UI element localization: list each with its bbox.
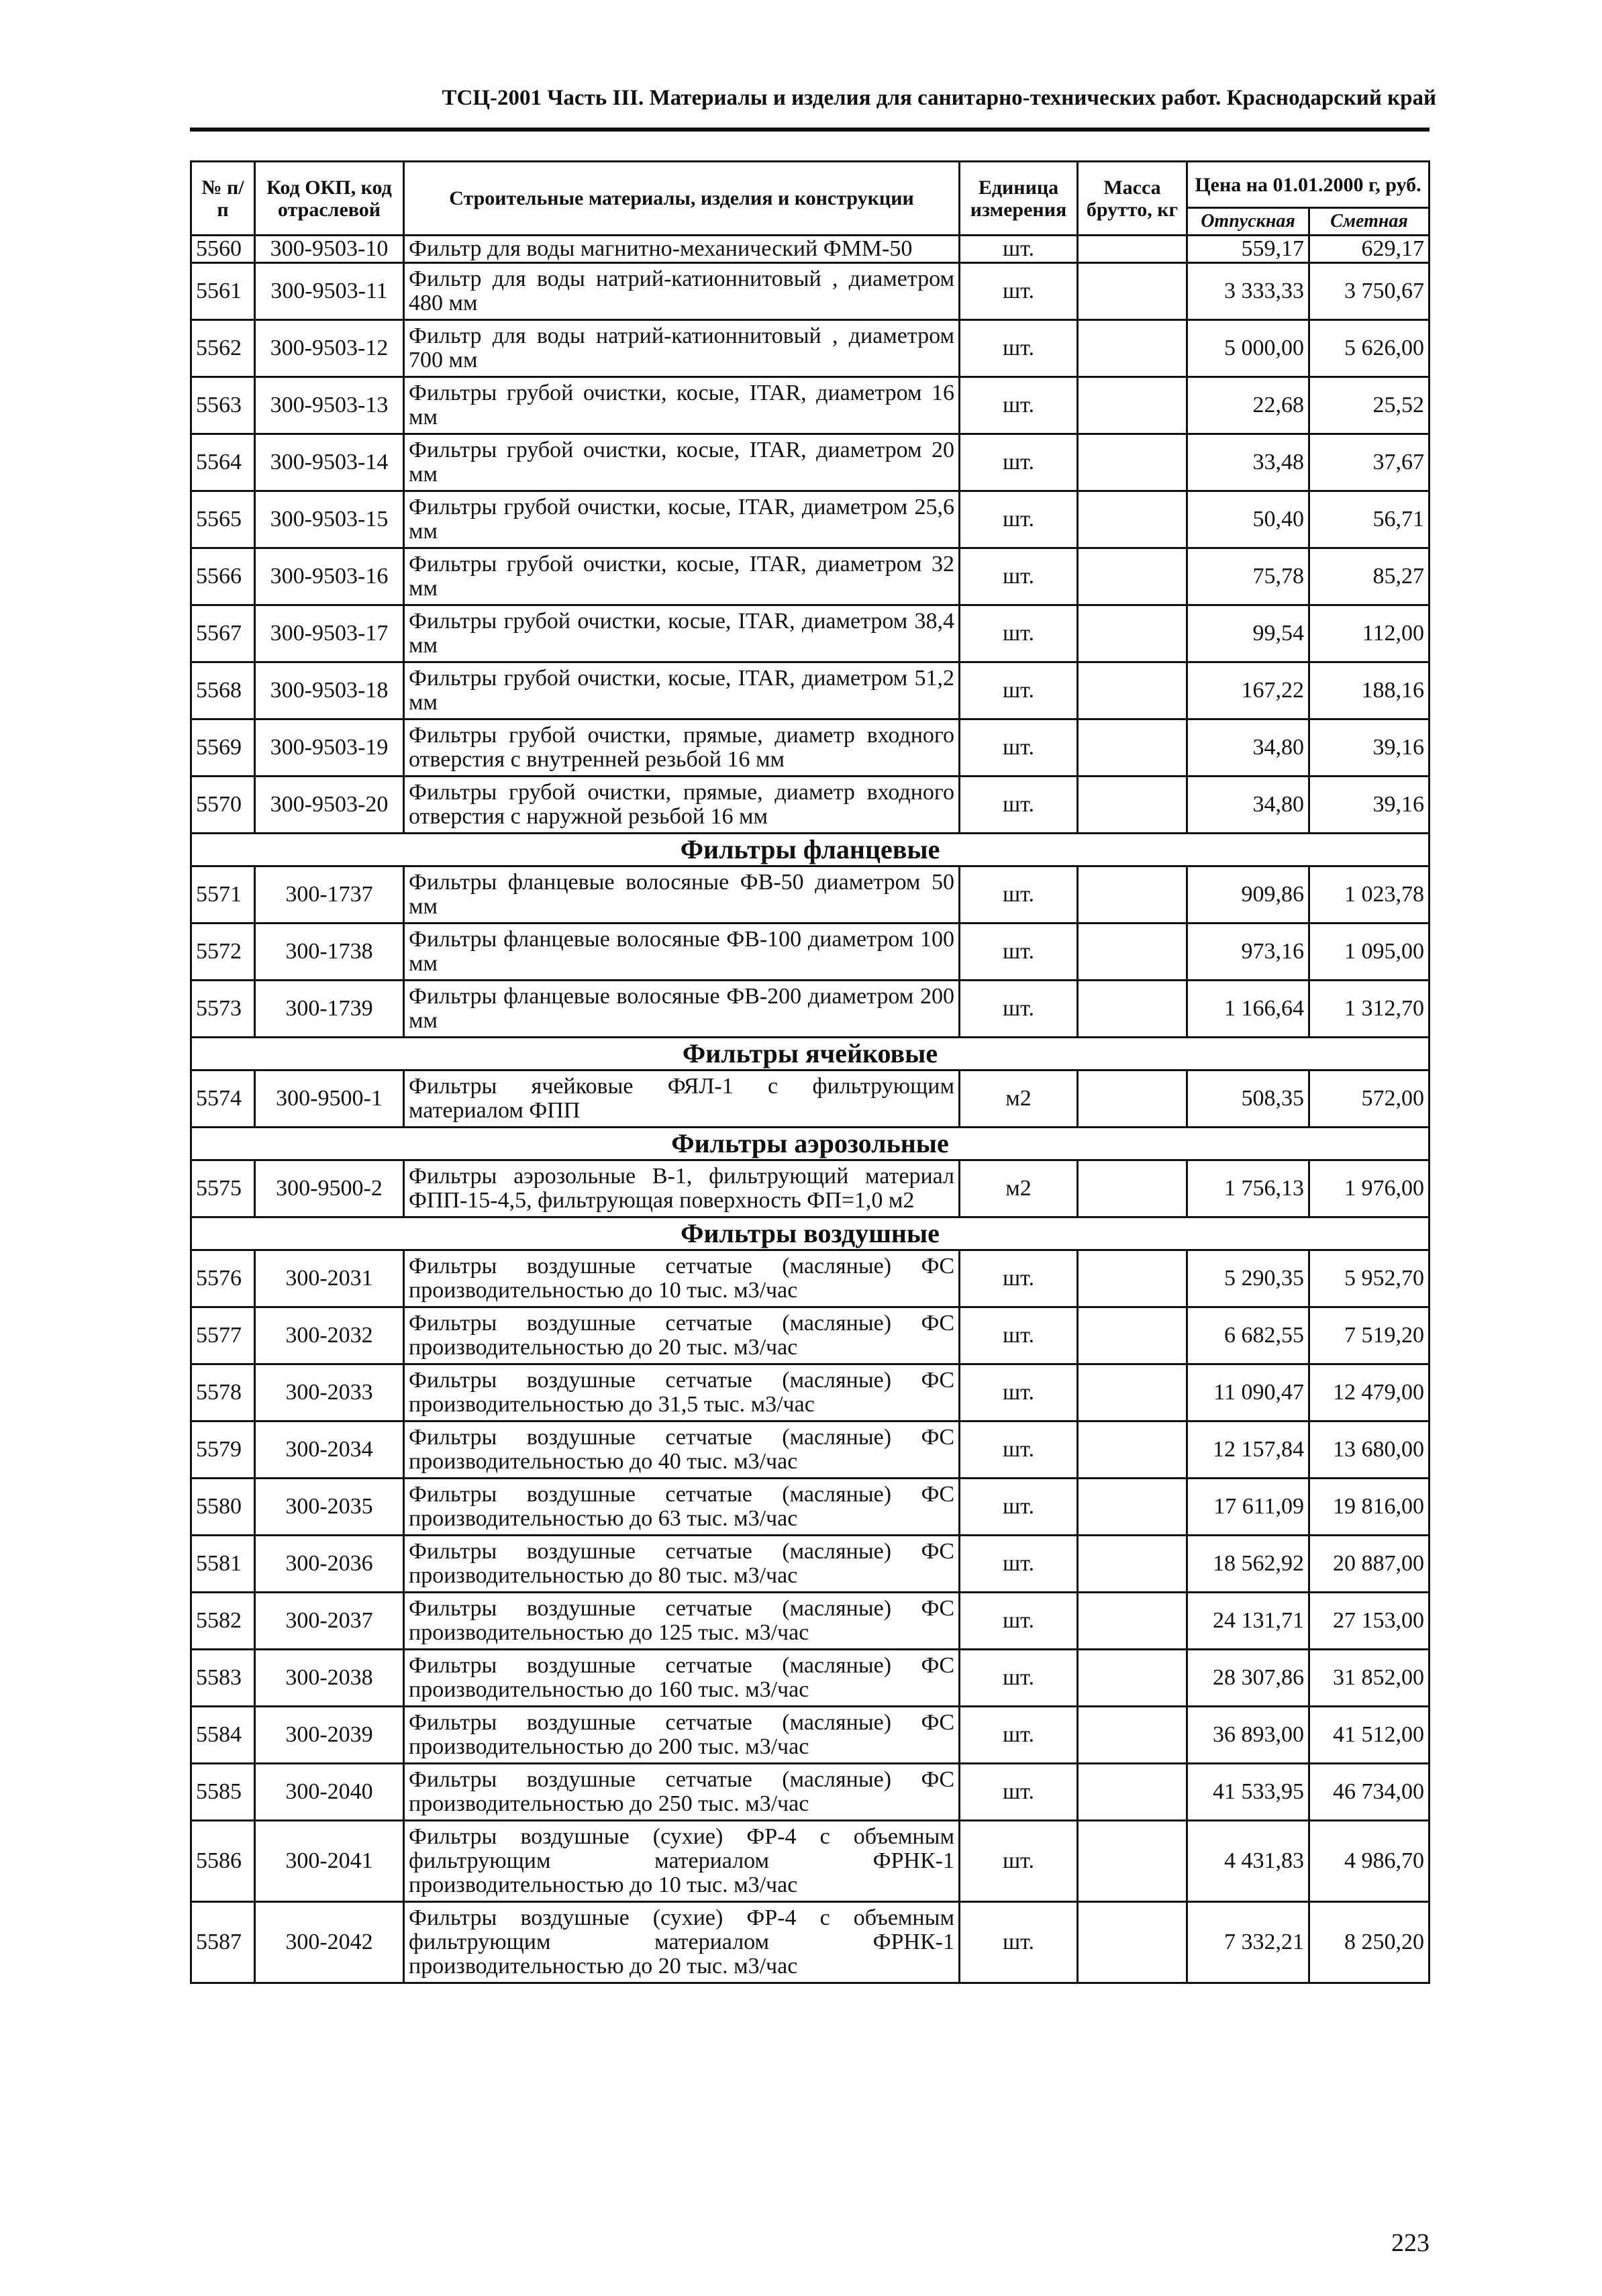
cell-price-estimate: 46 734,00 <box>1309 1764 1430 1821</box>
cell-price-estimate: 1 976,00 <box>1309 1160 1430 1217</box>
cell-price-release: 508,35 <box>1187 1070 1309 1128</box>
cell-unit: шт. <box>960 1593 1078 1650</box>
table-row <box>191 719 1430 777</box>
cell-unit: м2 <box>960 1070 1078 1128</box>
cell-code: 300-9503-11 <box>255 263 404 320</box>
cell-name: Фильтры воздушные сетчатые (масляные) ФС производительностью до 200 тыс. м3/час <box>404 1707 960 1764</box>
table-row <box>191 1821 1430 1902</box>
cell-name: Фильтр для воды магнитно-механический ФММ-50 <box>404 236 960 263</box>
cell-unit: шт. <box>960 1536 1078 1593</box>
col-header-code: Код ОКП, код отраслевой <box>255 162 404 236</box>
page-number: 223 <box>1391 2229 1430 2257</box>
cell-mass <box>1078 491 1187 548</box>
cell-price-estimate: 3 750,67 <box>1309 263 1430 320</box>
cell-name: Фильтры воздушные (сухие) ФР-4 с объемным фильтрующим материалом ФРНК-1 производительностью до 20 тыс. м3/час <box>404 1902 960 1983</box>
cell-code: 300-2031 <box>255 1250 404 1307</box>
table-row <box>191 1070 1430 1128</box>
cell-price-estimate: 1 023,78 <box>1309 866 1430 924</box>
cell-code: 300-9503-14 <box>255 434 404 491</box>
cell-code: 300-9503-20 <box>255 777 404 834</box>
cell-price-estimate: 188,16 <box>1309 662 1430 719</box>
cell-num: 5579 <box>191 1421 255 1479</box>
cell-code: 300-9503-13 <box>255 377 404 434</box>
cell-name: Фильтры грубой очистки, прямые, диаметр входного отверстия с внутренней резьбой 16 мм <box>404 719 960 777</box>
cell-name: Фильтры фланцевые волосяные ФВ-50 диаметром 50 мм <box>404 866 960 924</box>
cell-num: 5567 <box>191 605 255 662</box>
cell-name: Фильтры воздушные сетчатые (масляные) ФС производительностью до 10 тыс. м3/час <box>404 1250 960 1307</box>
cell-num: 5574 <box>191 1070 255 1128</box>
table-row <box>191 263 1430 320</box>
col-header-price: Цена на 01.01.2000 г, руб. <box>1187 162 1430 208</box>
cell-unit: м2 <box>960 1160 1078 1217</box>
section-header-row <box>191 834 1430 866</box>
table-row <box>191 777 1430 834</box>
cell-price-estimate: 12 479,00 <box>1309 1364 1430 1421</box>
col-header-price-release: Отпускная <box>1187 208 1309 236</box>
cell-code: 300-2035 <box>255 1479 404 1536</box>
cell-price-estimate: 629,17 <box>1309 236 1430 263</box>
cell-price-release: 167,22 <box>1187 662 1309 719</box>
cell-mass <box>1078 320 1187 377</box>
cell-num: 5568 <box>191 662 255 719</box>
cell-name: Фильтры грубой очистки, прямые, диаметр входного отверстия с наружной резьбой 16 мм <box>404 777 960 834</box>
cell-price-release: 11 090,47 <box>1187 1364 1309 1421</box>
table-row <box>191 1250 1430 1307</box>
cell-unit: шт. <box>960 1250 1078 1307</box>
cell-mass <box>1078 1160 1187 1217</box>
cell-mass <box>1078 719 1187 777</box>
cell-price-estimate: 37,67 <box>1309 434 1430 491</box>
cell-code: 300-2037 <box>255 1593 404 1650</box>
cell-unit: шт. <box>960 236 1078 263</box>
table-row <box>191 377 1430 434</box>
section-title: Фильтры воздушные <box>191 1217 1430 1250</box>
cell-code: 300-9500-2 <box>255 1160 404 1217</box>
cell-price-release: 3 333,33 <box>1187 263 1309 320</box>
cell-price-estimate: 85,27 <box>1309 548 1430 605</box>
cell-num: 5585 <box>191 1764 255 1821</box>
cell-name: Фильтры воздушные сетчатые (масляные) ФС производительностью до 160 тыс. м3/час <box>404 1650 960 1707</box>
cell-price-estimate: 56,71 <box>1309 491 1430 548</box>
cell-name: Фильтры грубой очистки, косые, ITAR, диаметром 25,6 мм <box>404 491 960 548</box>
cell-name: Фильтры воздушные сетчатые (масляные) ФС производительностью до 20 тыс. м3/час <box>404 1307 960 1364</box>
cell-code: 300-1738 <box>255 924 404 981</box>
cell-price-release: 24 131,71 <box>1187 1593 1309 1650</box>
cell-mass <box>1078 1707 1187 1764</box>
cell-mass <box>1078 866 1187 924</box>
cell-num: 5573 <box>191 981 255 1038</box>
table-row <box>191 1479 1430 1536</box>
col-header-num: № п/п <box>191 162 255 236</box>
cell-name: Фильтры воздушные (сухие) ФР-4 с объемным фильтрующим материалом ФРНК-1 производительностью до 10 тыс. м3/час <box>404 1821 960 1902</box>
cell-price-estimate: 4 986,70 <box>1309 1821 1430 1902</box>
cell-mass <box>1078 1536 1187 1593</box>
cell-price-release: 909,86 <box>1187 866 1309 924</box>
cell-price-estimate: 5 952,70 <box>1309 1250 1430 1307</box>
cell-unit: шт. <box>960 548 1078 605</box>
section-title: Фильтры фланцевые <box>191 834 1430 866</box>
cell-unit: шт. <box>960 719 1078 777</box>
cell-num: 5582 <box>191 1593 255 1650</box>
cell-unit: шт. <box>960 777 1078 834</box>
table-row <box>191 1536 1430 1593</box>
table-row <box>191 1421 1430 1479</box>
cell-num: 5570 <box>191 777 255 834</box>
price-table <box>190 160 1430 1984</box>
table-row <box>191 491 1430 548</box>
cell-num: 5561 <box>191 263 255 320</box>
cell-code: 300-9503-15 <box>255 491 404 548</box>
cell-unit: шт. <box>960 491 1078 548</box>
cell-mass <box>1078 777 1187 834</box>
cell-num: 5581 <box>191 1536 255 1593</box>
cell-code: 300-9503-18 <box>255 662 404 719</box>
section-title: Фильтры аэрозольные <box>191 1128 1430 1160</box>
cell-code: 300-2034 <box>255 1421 404 1479</box>
cell-name: Фильтр для воды натрий-катионнитовый , диаметром 480 мм <box>404 263 960 320</box>
cell-unit: шт. <box>960 1764 1078 1821</box>
cell-price-release: 17 611,09 <box>1187 1479 1309 1536</box>
cell-price-release: 34,80 <box>1187 777 1309 834</box>
cell-code: 300-9503-17 <box>255 605 404 662</box>
cell-price-release: 75,78 <box>1187 548 1309 605</box>
cell-mass <box>1078 981 1187 1038</box>
cell-price-release: 5 000,00 <box>1187 320 1309 377</box>
cell-code: 300-2036 <box>255 1536 404 1593</box>
cell-unit: шт. <box>960 1707 1078 1764</box>
cell-unit: шт. <box>960 263 1078 320</box>
cell-price-release: 34,80 <box>1187 719 1309 777</box>
section-header-row <box>191 1217 1430 1250</box>
cell-mass <box>1078 434 1187 491</box>
cell-name: Фильтры ячейковые ФЯЛ-1 с фильтрующим материалом ФПП <box>404 1070 960 1128</box>
cell-name: Фильтры фланцевые волосяные ФВ-200 диаметром 200 мм <box>404 981 960 1038</box>
cell-name: Фильтры грубой очистки, косые, ITAR, диаметром 51,2 мм <box>404 662 960 719</box>
cell-num: 5587 <box>191 1902 255 1983</box>
cell-price-release: 50,40 <box>1187 491 1309 548</box>
table-row <box>191 866 1430 924</box>
cell-name: Фильтры воздушные сетчатые (масляные) ФС производительностью до 250 тыс. м3/час <box>404 1764 960 1821</box>
cell-mass <box>1078 605 1187 662</box>
cell-price-release: 1 166,64 <box>1187 981 1309 1038</box>
cell-mass <box>1078 1764 1187 1821</box>
running-header: ТСЦ-2001 Часть III. Материалы и изделия для санитарно-технических работ. Краснодарский край <box>442 86 1436 110</box>
cell-price-estimate: 1 312,70 <box>1309 981 1430 1038</box>
cell-code: 300-2040 <box>255 1764 404 1821</box>
cell-code: 300-1739 <box>255 981 404 1038</box>
cell-unit: шт. <box>960 662 1078 719</box>
cell-unit: шт. <box>960 924 1078 981</box>
cell-num: 5562 <box>191 320 255 377</box>
cell-num: 5578 <box>191 1364 255 1421</box>
cell-code: 300-2039 <box>255 1707 404 1764</box>
cell-num: 5577 <box>191 1307 255 1364</box>
cell-price-release: 33,48 <box>1187 434 1309 491</box>
cell-mass <box>1078 236 1187 263</box>
cell-num: 5563 <box>191 377 255 434</box>
cell-price-estimate: 13 680,00 <box>1309 1421 1430 1479</box>
col-header-mass: Масса брутто, кг <box>1078 162 1187 236</box>
cell-mass <box>1078 1364 1187 1421</box>
cell-name: Фильтры грубой очистки, косые, ITAR, диаметром 32 мм <box>404 548 960 605</box>
cell-mass <box>1078 1479 1187 1536</box>
cell-price-release: 1 756,13 <box>1187 1160 1309 1217</box>
table-row <box>191 1650 1430 1707</box>
cell-price-estimate: 5 626,00 <box>1309 320 1430 377</box>
cell-name: Фильтры аэрозольные В-1, фильтрующий материал ФПП-15-4,5, фильтрующая поверхность ФП=1,0 м2 <box>404 1160 960 1217</box>
cell-num: 5583 <box>191 1650 255 1707</box>
cell-price-estimate: 572,00 <box>1309 1070 1430 1128</box>
cell-name: Фильтры воздушные сетчатые (масляные) ФС производительностью до 80 тыс. м3/час <box>404 1536 960 1593</box>
cell-mass <box>1078 1307 1187 1364</box>
cell-price-release: 12 157,84 <box>1187 1421 1309 1479</box>
cell-name: Фильтры грубой очистки, косые, ITAR, диаметром 16 мм <box>404 377 960 434</box>
cell-price-estimate: 20 887,00 <box>1309 1536 1430 1593</box>
cell-price-estimate: 8 250,20 <box>1309 1902 1430 1983</box>
cell-code: 300-2038 <box>255 1650 404 1707</box>
cell-code: 300-9503-19 <box>255 719 404 777</box>
cell-code: 300-9503-12 <box>255 320 404 377</box>
table-row <box>191 662 1430 719</box>
table-row <box>191 434 1430 491</box>
cell-mass <box>1078 924 1187 981</box>
table-row <box>191 981 1430 1038</box>
section-title: Фильтры ячейковые <box>191 1038 1430 1070</box>
cell-name: Фильтры грубой очистки, косые, ITAR, диаметром 38,4 мм <box>404 605 960 662</box>
col-header-unit: Единица измерения <box>960 162 1078 236</box>
cell-price-estimate: 41 512,00 <box>1309 1707 1430 1764</box>
section-header-row <box>191 1038 1430 1070</box>
cell-unit: шт. <box>960 434 1078 491</box>
cell-price-estimate: 1 095,00 <box>1309 924 1430 981</box>
cell-price-release: 22,68 <box>1187 377 1309 434</box>
cell-price-release: 6 682,55 <box>1187 1307 1309 1364</box>
cell-num: 5580 <box>191 1479 255 1536</box>
header-rule <box>190 128 1430 132</box>
cell-mass <box>1078 1070 1187 1128</box>
cell-unit: шт. <box>960 981 1078 1038</box>
table-row <box>191 1160 1430 1217</box>
cell-price-release: 973,16 <box>1187 924 1309 981</box>
cell-price-estimate: 31 852,00 <box>1309 1650 1430 1707</box>
cell-num: 5586 <box>191 1821 255 1902</box>
cell-price-release: 7 332,21 <box>1187 1902 1309 1983</box>
cell-mass <box>1078 1593 1187 1650</box>
cell-price-release: 5 290,35 <box>1187 1250 1309 1307</box>
cell-num: 5575 <box>191 1160 255 1217</box>
cell-mass <box>1078 548 1187 605</box>
cell-num: 5560 <box>191 236 255 263</box>
cell-code: 300-2042 <box>255 1902 404 1983</box>
table-row <box>191 1307 1430 1364</box>
cell-num: 5572 <box>191 924 255 981</box>
table-row <box>191 320 1430 377</box>
table-row <box>191 236 1430 263</box>
cell-mass <box>1078 662 1187 719</box>
cell-name: Фильтр для воды натрий-катионнитовый , диаметром 700 мм <box>404 320 960 377</box>
cell-num: 5564 <box>191 434 255 491</box>
cell-unit: шт. <box>960 1821 1078 1902</box>
cell-price-estimate: 112,00 <box>1309 605 1430 662</box>
cell-code: 300-2032 <box>255 1307 404 1364</box>
cell-price-release: 18 562,92 <box>1187 1536 1309 1593</box>
cell-unit: шт. <box>960 866 1078 924</box>
cell-code: 300-9503-16 <box>255 548 404 605</box>
cell-unit: шт. <box>960 1650 1078 1707</box>
table-row <box>191 1707 1430 1764</box>
cell-unit: шт. <box>960 1479 1078 1536</box>
cell-code: 300-9503-10 <box>255 236 404 263</box>
cell-unit: шт. <box>960 320 1078 377</box>
table-row <box>191 1593 1430 1650</box>
cell-unit: шт. <box>960 1902 1078 1983</box>
table-row <box>191 924 1430 981</box>
cell-unit: шт. <box>960 1364 1078 1421</box>
cell-unit: шт. <box>960 605 1078 662</box>
cell-num: 5566 <box>191 548 255 605</box>
cell-name: Фильтры грубой очистки, косые, ITAR, диаметром 20 мм <box>404 434 960 491</box>
cell-name: Фильтры воздушные сетчатые (масляные) ФС производительностью до 40 тыс. м3/час <box>404 1421 960 1479</box>
cell-price-release: 36 893,00 <box>1187 1707 1309 1764</box>
table-header-row <box>191 162 1430 208</box>
table-row <box>191 1902 1430 1983</box>
table-row <box>191 548 1430 605</box>
table-row <box>191 1364 1430 1421</box>
table-row <box>191 1764 1430 1821</box>
cell-unit: шт. <box>960 377 1078 434</box>
cell-mass <box>1078 1250 1187 1307</box>
cell-price-release: 41 533,95 <box>1187 1764 1309 1821</box>
cell-code: 300-2033 <box>255 1364 404 1421</box>
cell-code: 300-9500-1 <box>255 1070 404 1128</box>
cell-mass <box>1078 377 1187 434</box>
cell-mass <box>1078 1650 1187 1707</box>
cell-price-estimate: 7 519,20 <box>1309 1307 1430 1364</box>
cell-name: Фильтры воздушные сетчатые (масляные) ФС производительностью до 31,5 тыс. м3/час <box>404 1364 960 1421</box>
table-body <box>191 236 1430 1983</box>
cell-code: 300-1737 <box>255 866 404 924</box>
section-header-row <box>191 1128 1430 1160</box>
cell-price-release: 99,54 <box>1187 605 1309 662</box>
cell-mass <box>1078 263 1187 320</box>
cell-num: 5571 <box>191 866 255 924</box>
cell-name: Фильтры фланцевые волосяные ФВ-100 диаметром 100 мм <box>404 924 960 981</box>
cell-price-release: 28 307,86 <box>1187 1650 1309 1707</box>
cell-num: 5584 <box>191 1707 255 1764</box>
cell-num: 5565 <box>191 491 255 548</box>
cell-mass <box>1078 1821 1187 1902</box>
cell-price-estimate: 39,16 <box>1309 719 1430 777</box>
cell-mass <box>1078 1421 1187 1479</box>
cell-price-estimate: 19 816,00 <box>1309 1479 1430 1536</box>
cell-name: Фильтры воздушные сетчатые (масляные) ФС производительностью до 125 тыс. м3/час <box>404 1593 960 1650</box>
cell-unit: шт. <box>960 1307 1078 1364</box>
cell-num: 5569 <box>191 719 255 777</box>
col-header-name: Строительные материалы, изделия и конструкции <box>404 162 960 236</box>
cell-price-release: 559,17 <box>1187 236 1309 263</box>
cell-num: 5576 <box>191 1250 255 1307</box>
cell-code: 300-2041 <box>255 1821 404 1902</box>
cell-unit: шт. <box>960 1421 1078 1479</box>
cell-price-estimate: 25,52 <box>1309 377 1430 434</box>
cell-mass <box>1078 1902 1187 1983</box>
table-row <box>191 605 1430 662</box>
cell-name: Фильтры воздушные сетчатые (масляные) ФС производительностью до 63 тыс. м3/час <box>404 1479 960 1536</box>
cell-price-estimate: 27 153,00 <box>1309 1593 1430 1650</box>
cell-price-estimate: 39,16 <box>1309 777 1430 834</box>
cell-price-release: 4 431,83 <box>1187 1821 1309 1902</box>
col-header-price-estimate: Сметная <box>1309 208 1430 236</box>
